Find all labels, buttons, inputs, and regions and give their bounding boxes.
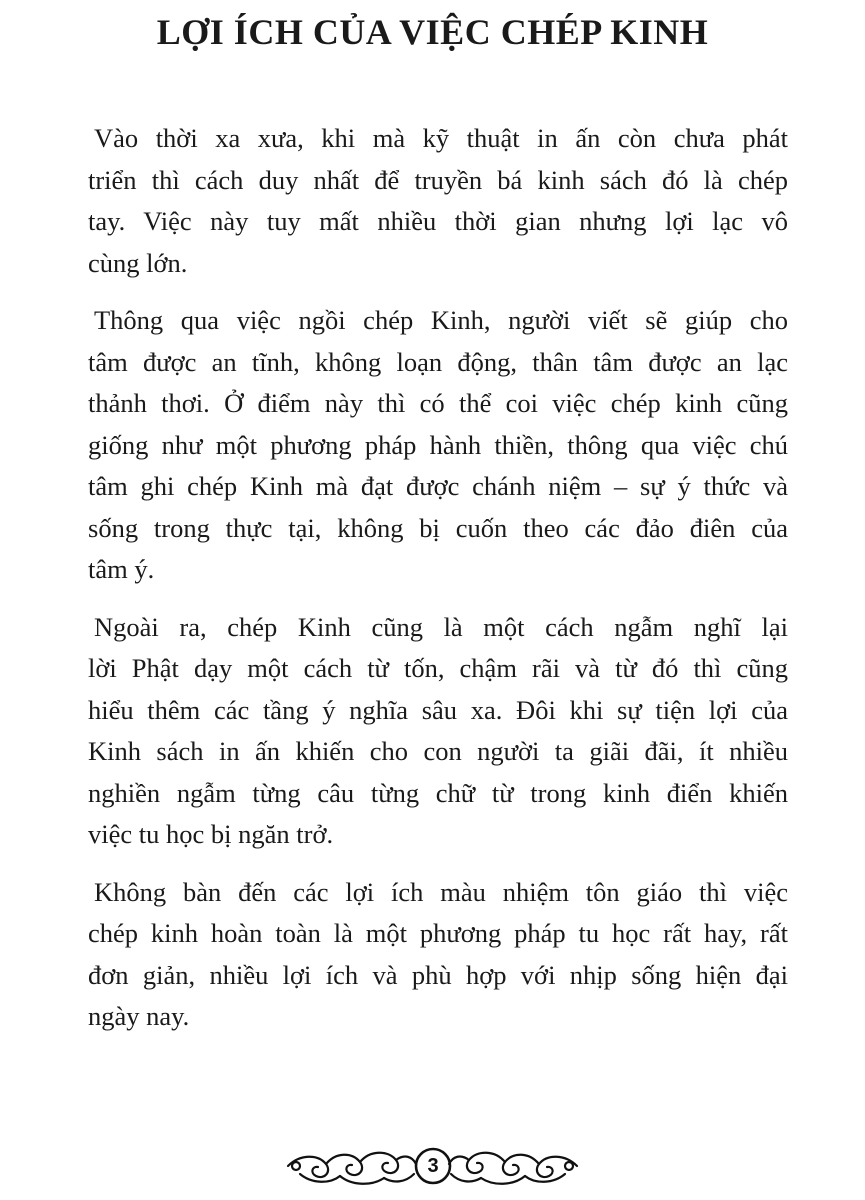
text-line: lời Phật dạy một cách từ tốn, chậm rãi và từ đó thì cũng: [88, 653, 788, 683]
text-line: tâm được an tĩnh, không loạn động, thân tâm được an lạc: [88, 346, 788, 377]
text-line: Vào thời xa xưa, khi mà kỹ thuật in ấn còn chưa phát: [94, 123, 788, 153]
text-line: việc tu học bị ngăn trở.: [88, 819, 334, 849]
text-line: nghiền ngẫm từng câu từng chữ từ trong kinh điển khiến: [88, 777, 788, 808]
text-line: Thông qua việc ngồi chép Kinh, người viết sẽ giúp cho: [94, 305, 788, 335]
text-line: chép kinh hoàn toàn là một phương pháp tu học rất hay, rất: [88, 918, 788, 948]
page-number: 3: [427, 1155, 439, 1177]
text-line: ngày nay.: [88, 1001, 190, 1031]
paragraph-1: [88, 118, 788, 284]
text-line: triển thì cách duy nhất để truyền bá kinh sách đó là chép: [88, 164, 788, 195]
article-body: [88, 118, 788, 1054]
text-line: tâm ý.: [88, 554, 155, 584]
text-line: giống như một phương pháp hành thiền, thông qua việc chú: [88, 429, 788, 460]
text-line: Không bàn đến các lợi ích màu nhiệm tôn giáo thì việc: [94, 876, 788, 907]
text-line: tâm ghi chép Kinh mà đạt được chánh niệm – sự ý thức và: [88, 471, 788, 501]
text-line: Kinh sách in ấn khiến cho con người ta giãi đãi, ít nhiều: [88, 736, 788, 766]
text-line: thảnh thơi. Ở điểm này thì có thể coi việc chép kinh cũng: [88, 388, 788, 418]
text-line: Ngoài ra, chép Kinh cũng là một cách ngẫm nghĩ lại: [94, 611, 788, 642]
text-line: tay. Việc này tuy mất nhiều thời gian nhưng lợi lạc vô: [88, 206, 788, 236]
text-line: sống trong thực tại, không bị cuốn theo các đảo điên của: [88, 512, 788, 543]
paragraph-3: [88, 607, 788, 856]
text-line: cùng lớn.: [88, 247, 188, 278]
text-line: đơn giản, nhiều lợi ích và phù hợp với nhịp sống hiện đại: [88, 959, 788, 990]
paragraph-2: [88, 300, 788, 591]
page-footer: [0, 1138, 865, 1200]
text-line: hiểu thêm các tầng ý nghĩa sâu xa. Đôi khi sự tiện lợi của: [88, 694, 788, 725]
paragraph-4: [88, 872, 788, 1038]
page-title: LỢI ÍCH CỦA VIỆC CHÉP KINH: [156, 12, 709, 52]
